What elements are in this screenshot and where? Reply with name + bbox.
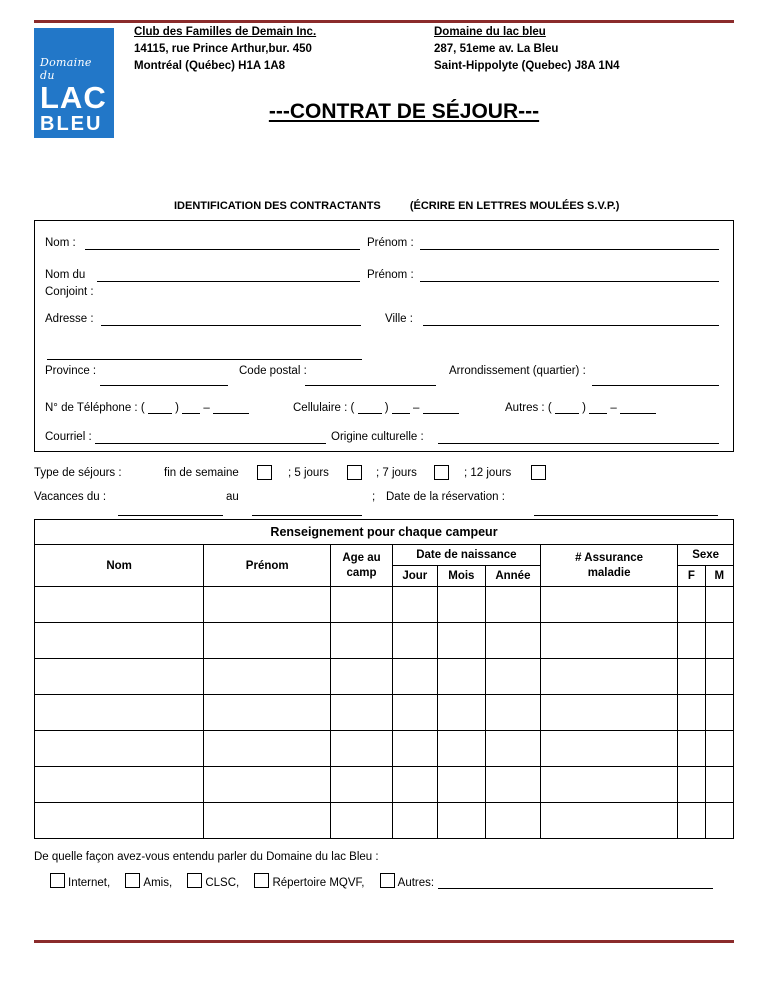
cell-assurance[interactable] (540, 623, 677, 659)
cell-sexe-f[interactable] (678, 767, 705, 803)
bottom-rule (34, 940, 734, 943)
option-repertoire-label: Répertoire MQVF, (272, 877, 365, 889)
option-internet-label: Internet, (68, 877, 111, 889)
autres-tel-prefix-input[interactable] (589, 401, 607, 414)
nom-label: Nom : (45, 237, 76, 249)
campers-table-title: Renseignement pour chaque campeur (35, 520, 734, 545)
date-reservation-label: Date de la réservation : (386, 491, 505, 503)
option-autres-label: Autres: (397, 877, 435, 889)
table-row (35, 587, 734, 623)
nom-input[interactable] (85, 237, 360, 250)
cell-jour[interactable] (392, 803, 437, 839)
autres-tel-close-paren: ) (582, 402, 586, 414)
cell-nom[interactable] (35, 587, 204, 623)
checkbox-amis[interactable] (125, 873, 140, 888)
adresse-input[interactable] (101, 313, 361, 326)
courriel-input[interactable] (95, 431, 326, 444)
vacances-du-input[interactable] (118, 503, 223, 516)
cell-nom[interactable] (35, 767, 204, 803)
sejour-option-7-jours: ; 7 jours (376, 467, 417, 479)
cell-sexe-m[interactable] (705, 587, 733, 623)
table-row (35, 623, 734, 659)
cellulaire-prefix-input[interactable] (392, 401, 410, 414)
province-label: Province : (45, 365, 97, 377)
header-assurance-line2: maladie (587, 566, 631, 579)
cell-nom[interactable] (35, 659, 204, 695)
adresse-input-line2[interactable] (47, 347, 362, 360)
cell-annee[interactable] (485, 695, 540, 731)
cell-jour[interactable] (392, 587, 437, 623)
cell-mois[interactable] (437, 659, 485, 695)
header-mois: Mois (437, 566, 485, 587)
adresse-label: Adresse : (45, 313, 94, 325)
cell-mois[interactable] (437, 695, 485, 731)
cell-annee[interactable] (485, 659, 540, 695)
page-title: ---CONTRAT DE SÉJOUR--- (268, 100, 540, 123)
logo-lac-text: LAC (40, 80, 107, 115)
header-prenom: Prénom (204, 545, 331, 587)
nom-conjoint-label-line1: Nom du (45, 269, 86, 281)
province-input[interactable] (100, 373, 228, 386)
table-row (35, 767, 734, 803)
document-header (34, 0, 734, 148)
cell-prenom[interactable] (204, 623, 331, 659)
checkbox-5-jours[interactable] (347, 465, 362, 480)
cell-sexe-m[interactable] (705, 767, 733, 803)
cell-prenom[interactable] (204, 695, 331, 731)
right-company-name: Domaine du lac bleu (434, 26, 546, 38)
cell-mois[interactable] (437, 587, 485, 623)
header-assurance-maladie (540, 545, 677, 587)
autres-tel-area-input[interactable] (555, 401, 579, 414)
telephone-close-paren: ) (175, 402, 179, 414)
left-address-line2: Montréal (Québec) H1A 1A8 (134, 60, 286, 72)
checkbox-internet[interactable] (50, 873, 65, 888)
autres-input[interactable] (438, 876, 713, 889)
cell-annee[interactable] (485, 587, 540, 623)
table-row (35, 659, 734, 695)
origine-culturelle-label: Origine culturelle : (331, 431, 424, 443)
telephone-area-input[interactable] (148, 401, 172, 414)
cell-sexe-f[interactable] (678, 659, 705, 695)
identification-heading-text: IDENTIFICATION DES CONTRACTANTS (174, 200, 381, 212)
cell-annee[interactable] (485, 731, 540, 767)
campers-table-title-row (35, 520, 734, 545)
vacances-row (34, 487, 734, 513)
cell-assurance[interactable] (540, 587, 677, 623)
how-heard-options (34, 873, 734, 889)
option-amis (123, 877, 172, 889)
prenom-label: Prénom : (367, 237, 414, 249)
header-nom: Nom (35, 545, 204, 587)
cell-nom[interactable] (35, 803, 204, 839)
date-reservation-input[interactable] (534, 503, 718, 516)
identification-box (34, 220, 734, 452)
arrondissement-label: Arrondissement (quartier) : (449, 365, 586, 377)
option-internet (48, 877, 110, 889)
cellulaire-suffix-input[interactable] (423, 401, 459, 414)
autres-tel-dash: – (610, 402, 617, 414)
right-address-block (434, 24, 620, 75)
cellulaire-area-input[interactable] (358, 401, 382, 414)
autres-tel-suffix-input[interactable] (620, 401, 656, 414)
identification-heading (34, 200, 734, 212)
cell-sexe-f[interactable] (678, 623, 705, 659)
vacances-label: Vacances du : (34, 491, 107, 503)
checkbox-12-jours[interactable] (531, 465, 546, 480)
cell-mois[interactable] (437, 767, 485, 803)
cell-jour[interactable] (392, 659, 437, 695)
header-date-naissance: Date de naissance (392, 545, 540, 566)
logo-bleu-text: BLEU (40, 113, 103, 135)
autres-tel-label: Autres : ( (505, 402, 552, 414)
sejour-option-fin-de-semaine: fin de semaine (164, 467, 239, 479)
option-autres (378, 877, 713, 889)
checkbox-autres[interactable] (380, 873, 395, 888)
cell-annee[interactable] (485, 623, 540, 659)
logo-script-line: Domaine du (40, 56, 92, 82)
cellulaire-close-paren: ) (384, 402, 389, 414)
cell-sexe-m[interactable] (705, 731, 733, 767)
cell-prenom[interactable] (204, 587, 331, 623)
cell-sexe-f[interactable] (678, 803, 705, 839)
left-address-line1: 14115, rue Prince Arthur,bur. 450 (134, 43, 312, 55)
campers-table-header-row-1 (35, 545, 734, 566)
cell-sexe-f[interactable] (678, 695, 705, 731)
right-address-line1: 287, 51eme av. La Bleu (434, 43, 559, 55)
table-row (35, 731, 734, 767)
header-jour: Jour (392, 566, 437, 587)
cell-sexe-f[interactable] (678, 587, 705, 623)
cell-age[interactable] (331, 803, 393, 839)
cell-assurance[interactable] (540, 695, 677, 731)
header-sexe-m: M (705, 566, 733, 587)
cell-prenom[interactable] (204, 803, 331, 839)
cell-age[interactable] (331, 659, 393, 695)
code-postal-input[interactable] (305, 373, 436, 386)
cell-sexe-m[interactable] (705, 659, 733, 695)
cell-jour[interactable] (392, 767, 437, 803)
origine-culturelle-input[interactable] (438, 431, 719, 444)
cell-age[interactable] (331, 695, 393, 731)
checkbox-repertoire-mqvf[interactable] (254, 873, 269, 888)
prenom-input[interactable] (420, 237, 719, 250)
header-assurance-line1: # Assurance (575, 551, 644, 564)
nom-conjoint-input[interactable] (97, 269, 360, 282)
cell-annee[interactable] (485, 767, 540, 803)
sejour-option-12-jours: ; 12 jours (464, 467, 512, 479)
type-sejour-row (34, 461, 734, 487)
telephone-suffix-input[interactable] (213, 401, 249, 414)
cell-jour[interactable] (392, 695, 437, 731)
cell-sexe-m[interactable] (705, 623, 733, 659)
option-repertoire-mqvf (252, 877, 364, 889)
option-amis-label: Amis, (143, 877, 173, 889)
table-row (35, 695, 734, 731)
cell-prenom[interactable] (204, 767, 331, 803)
checkbox-clsc[interactable] (187, 873, 202, 888)
telephone-dash: – (203, 402, 210, 414)
header-age-line2: camp (346, 566, 377, 579)
cell-assurance[interactable] (540, 731, 677, 767)
cell-jour[interactable] (392, 731, 437, 767)
cell-age[interactable] (331, 767, 393, 803)
cell-nom[interactable] (35, 623, 204, 659)
cell-assurance[interactable] (540, 659, 677, 695)
cellulaire-label: Cellulaire : ( (293, 402, 355, 414)
telephone-prefix-input[interactable] (182, 401, 200, 414)
checkbox-7-jours[interactable] (434, 465, 449, 480)
option-clsc-label: CLSC, (205, 877, 240, 889)
option-clsc (185, 877, 239, 889)
nom-conjoint-label-line2: Conjoint : (45, 286, 94, 298)
cell-mois[interactable] (437, 803, 485, 839)
arrondissement-input[interactable] (592, 373, 719, 386)
cell-sexe-m[interactable] (705, 803, 733, 839)
identification-heading-note: (ÉCRIRE EN LETTRES MOULÉES S.V.P.) (409, 200, 620, 212)
telephone-label: N° de Téléphone : ( (45, 402, 145, 414)
how-heard-question: De quelle façon avez-vous entendu parler du Domaine du lac Bleu : (34, 851, 379, 863)
cell-jour[interactable] (392, 623, 437, 659)
table-row (35, 803, 734, 839)
cell-sexe-m[interactable] (705, 695, 733, 731)
left-company-name: Club des Familles de Demain Inc. (134, 26, 317, 38)
cell-mois[interactable] (437, 731, 485, 767)
header-sexe: Sexe (678, 545, 734, 566)
cell-age[interactable] (331, 587, 393, 623)
cell-assurance[interactable] (540, 767, 677, 803)
right-address-line2: Saint-Hippolyte (Quebec) J8A 1N4 (434, 60, 620, 72)
prenom-conjoint-label: Prénom : (367, 269, 414, 281)
cell-age[interactable] (331, 623, 393, 659)
left-address-block (134, 24, 316, 75)
cell-age[interactable] (331, 731, 393, 767)
cell-sexe-f[interactable] (678, 731, 705, 767)
cell-nom[interactable] (35, 695, 204, 731)
header-sexe-f: F (678, 566, 705, 587)
header-age-au-camp (331, 545, 393, 587)
cell-annee[interactable] (485, 803, 540, 839)
au-label: au (226, 491, 239, 503)
header-age-line1: Age au (342, 551, 381, 564)
courriel-label: Courriel : (45, 431, 92, 443)
how-heard-section (34, 851, 734, 889)
cell-prenom[interactable] (204, 731, 331, 767)
sejour-option-5-jours: ; 5 jours (288, 467, 329, 479)
header-annee: Année (485, 566, 540, 587)
cell-nom[interactable] (35, 731, 204, 767)
vacances-au-input[interactable] (252, 503, 362, 516)
cellulaire-dash: – (413, 402, 420, 414)
type-sejour-label: Type de séjours : (34, 467, 122, 479)
cell-prenom[interactable] (204, 659, 331, 695)
cell-mois[interactable] (437, 623, 485, 659)
prenom-conjoint-input[interactable] (420, 269, 719, 282)
vacances-semicolon: ; (372, 491, 376, 503)
code-postal-label: Code postal : (239, 365, 307, 377)
ville-input[interactable] (423, 313, 719, 326)
cell-assurance[interactable] (540, 803, 677, 839)
campers-table (34, 519, 734, 839)
checkbox-fin-de-semaine[interactable] (257, 465, 272, 480)
ville-label: Ville : (385, 313, 413, 325)
